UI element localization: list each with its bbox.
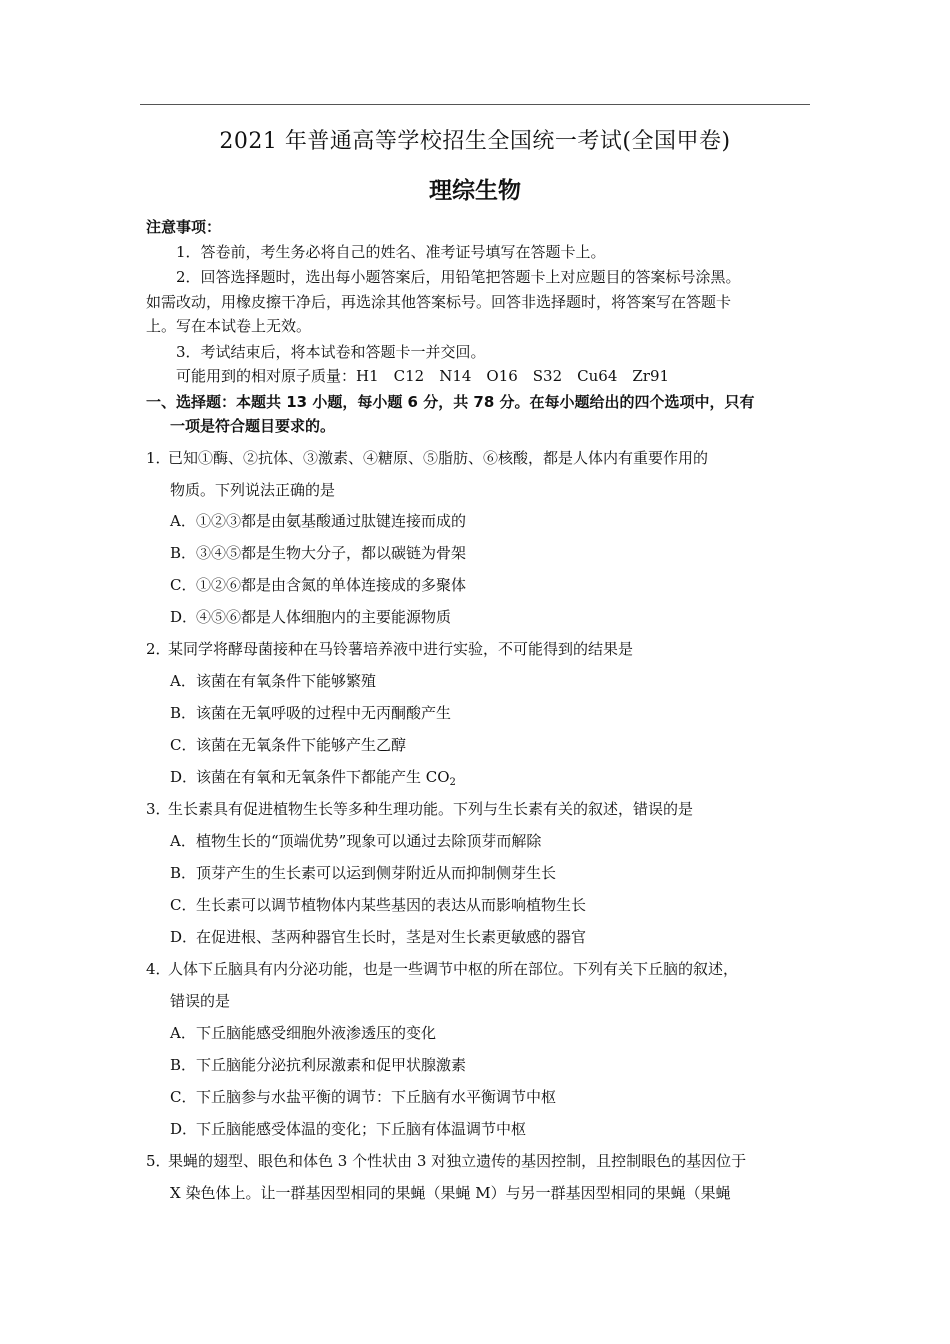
option-label: D． [170, 928, 198, 946]
option-text: 下丘脑能感受体温的变化；下丘脑有体温调节中枢 [196, 1120, 527, 1138]
option-label: C． [170, 896, 197, 914]
question-number: 4． [146, 960, 171, 978]
option-text: 下丘脑参与水盐平衡的调节：下丘脑有水平衡调节中枢 [196, 1088, 557, 1106]
option-label: B． [170, 704, 197, 722]
note-item: 3．考试结束后，将本试卷和答题卡一并交回。 [176, 343, 486, 361]
option-label: A． [170, 512, 196, 530]
exam-title: 2021 年普通高等学校招生全国统一考试(全国甲卷) [219, 129, 731, 154]
option-d [170, 765, 456, 795]
note-item: 2．回答选择题时，选出每小题答案后，用铅笔把答题卡上对应题目的答案标号涂黑。 [176, 268, 741, 286]
option-text: ①②③都是由氨基酸通过肽键连接而成的 [196, 512, 467, 530]
section-heading [146, 390, 810, 438]
option-a [170, 1021, 436, 1045]
header-rule [140, 104, 810, 105]
question-3 [146, 797, 693, 821]
option-text: 该菌在有氧和无氧条件下都能产生 CO [196, 768, 450, 786]
question-number: 1． [146, 449, 171, 467]
option-c [170, 733, 406, 757]
option-text: 植物生长的“顶端优势”现象可以通过去除顶芽而解除 [196, 832, 542, 850]
option-b [170, 861, 556, 885]
question-stem-cont: 物质。下列说法正确的是 [170, 481, 336, 499]
note-item: 上。写在本试卷上无效。 [146, 317, 312, 335]
option-label: A． [170, 672, 196, 690]
option-text: 下丘脑能分泌抗利尿激素和促甲状腺激素 [196, 1056, 467, 1074]
option-b [170, 1053, 466, 1077]
option-text: 该菌在无氧呼吸的过程中无丙酮酸产生 [196, 704, 452, 722]
option-text: 在促进根、茎两种器官生长时，茎是对生长素更敏感的器官 [196, 928, 587, 946]
option-label: B． [170, 1056, 197, 1074]
option-label: A． [170, 1024, 196, 1042]
option-text: 该菌在有氧条件下能够繁殖 [196, 672, 377, 690]
option-label: C． [170, 736, 197, 754]
question-stem: 人体下丘脑具有内分泌功能，也是一些调节中枢的所在部位。下列有关下丘脑的叙述， [168, 960, 739, 978]
option-label: A． [170, 832, 196, 850]
notes-heading: 注意事项： [146, 218, 222, 236]
section-line: 一项是符合题目要求的。 [170, 417, 336, 435]
question-1 [146, 446, 708, 470]
question-stem-cont: 错误的是 [170, 992, 231, 1010]
subscript: 2 [449, 777, 456, 788]
question-4 [146, 957, 738, 981]
note-item: 1．答卷前，考生务必将自己的姓名、准考证号填写在答题卡上。 [176, 243, 606, 261]
option-text: ④⑤⑥都是人体细胞内的主要能源物质 [196, 608, 452, 626]
option-text: ③④⑤都是生物大分子，都以碳链为骨架 [196, 544, 467, 562]
option-text: ①②⑥都是由含氮的单体连接成的多聚体 [196, 576, 467, 594]
question-stem: 某同学将酵母菌接种在马铃薯培养液中进行实验，不可能得到的结果是 [168, 640, 634, 658]
question-2 [146, 637, 633, 661]
option-a [170, 669, 376, 693]
option-b [170, 701, 451, 725]
note-item: 如需改动，用橡皮擦干净后，再选涂其他答案标号。回答非选择题时，将答案写在答题卡 [146, 293, 732, 311]
exam-subtitle: 理综生物 [429, 178, 521, 204]
option-a [170, 509, 466, 533]
option-a [170, 829, 541, 853]
option-label: C． [170, 576, 197, 594]
option-text: 该菌在无氧条件下能够产生乙醇 [196, 736, 407, 754]
option-label: B． [170, 544, 197, 562]
question-5 [146, 1149, 746, 1173]
question-stem: 果蝇的翅型、眼色和体色 3 个性状由 3 对独立遗传的基因控制，且控制眼色的基因位于 [168, 1152, 747, 1170]
question-stem-cont: X 染色体上。让一群基因型相同的果蝇（果蝇 M）与另一群基因型相同的果蝇（果蝇 [170, 1184, 731, 1202]
question-stem: 已知①酶、②抗体、③激素、④糖原、⑤脂肪、⑥核酸，都是人体内有重要作用的 [168, 449, 709, 467]
option-b [170, 541, 466, 565]
option-d [170, 1117, 526, 1141]
section-line: 一、选择题：本题共 13 小题，每小题 6 分，共 78 分。在每小题给出的四个选项中，只有 [146, 393, 755, 411]
option-label: C． [170, 1088, 197, 1106]
question-number: 5． [146, 1152, 171, 1170]
atomic-mass-line: 可能用到的相对原子质量：H1 C12 N14 O16 S32 Cu64 Zr91 [176, 367, 670, 385]
option-label: D． [170, 1120, 198, 1138]
question-number: 2． [146, 640, 171, 658]
question-number: 3． [146, 800, 171, 818]
option-label: D． [170, 608, 198, 626]
option-d [170, 925, 586, 949]
option-d [170, 605, 451, 629]
option-text: 生长素可以调节植物体内某些基因的表达从而影响植物生长 [196, 896, 587, 914]
option-c [170, 1085, 556, 1109]
option-label: B． [170, 864, 197, 882]
option-label: D． [170, 768, 198, 786]
option-text: 下丘脑能感受细胞外液渗透压的变化 [196, 1024, 437, 1042]
option-c [170, 893, 586, 917]
option-c [170, 573, 466, 597]
question-stem: 生长素具有促进植物生长等多种生理功能。下列与生长素有关的叙述，错误的是 [168, 800, 694, 818]
option-text: 顶芽产生的生长素可以运到侧芽附近从而抑制侧芽生长 [196, 864, 557, 882]
